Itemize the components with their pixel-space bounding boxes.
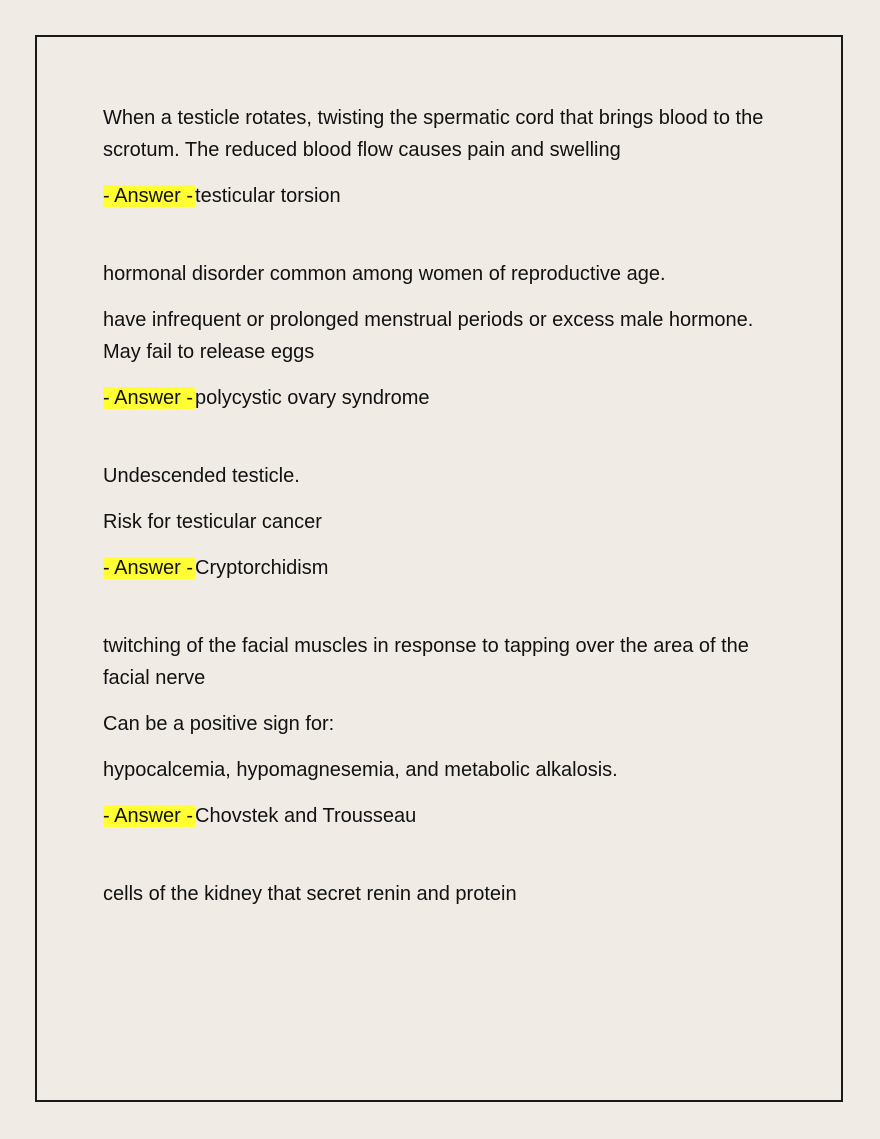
answer-text: polycystic ovary syndrome [195,387,430,409]
qa-block [103,460,793,584]
qa-block [103,630,793,832]
question-text: Can be a positive sign for: [103,713,335,735]
answer-label: - Answer - [103,387,194,409]
document-content [103,102,793,956]
answer-label: - Answer - [103,805,194,827]
question-text: Risk for testicular cancer [103,511,322,533]
question-text: When a testicle rotates, twisting the spermatic cord that brings blood to the scrotum. The reduced blood flow causes pain and swelling [103,107,764,161]
question-text: twitching of the facial muscles in response to tapping over the area of the facial nerve [103,635,749,689]
question-text: hypocalcemia, hypomagnesemia, and metabolic alkalosis. [103,759,618,781]
question-text: hormonal disorder common among women of reproductive age. [103,263,666,285]
answer-text: Cryptorchidism [195,557,329,579]
answer-text: testicular torsion [195,185,341,207]
answer-label: - Answer - [103,185,194,207]
qa-block [103,258,793,414]
answer-line [103,180,793,212]
question-text: cells of the kidney that secret renin and protein [103,883,517,905]
answer-label: - Answer - [103,557,194,579]
answer-line [103,800,793,832]
answer-text: Chovstek and Trousseau [195,805,417,827]
answer-line [103,382,793,414]
question-text: have infrequent or prolonged menstrual periods or excess male hormone. May fail to release eggs [103,309,754,363]
answer-line [103,552,793,584]
qa-block [103,102,793,212]
question-text: Undescended testicle. [103,465,300,487]
qa-block [103,878,793,910]
